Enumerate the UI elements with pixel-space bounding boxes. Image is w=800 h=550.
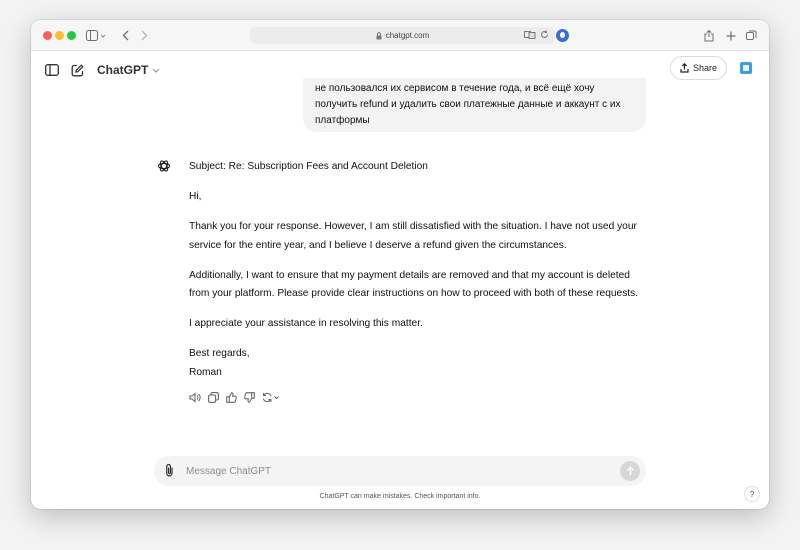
message-composer [154,456,646,486]
thumbs-up-icon[interactable] [226,392,237,403]
close-window-button[interactable] [43,31,52,40]
share-icon [680,63,689,73]
forward-icon[interactable] [139,27,149,44]
user-message-line: не пользовался их сервисом в течение года, и всё ещё хочу [315,83,595,94]
reload-icon[interactable] [540,30,549,41]
speaker-icon[interactable] [189,392,201,403]
model-selector[interactable] [97,61,160,79]
thumbs-down-icon[interactable] [244,392,255,403]
new-tab-icon[interactable] [725,27,737,44]
address-bar[interactable] [250,27,555,44]
share-button[interactable] [670,56,727,80]
email-paragraph [189,218,659,255]
openai-logo-icon [157,159,171,173]
email-line: service for the entire year, and I believe I deserve a refund given the circumstances. [189,239,567,251]
regenerate-icon[interactable] [262,392,281,403]
share-label: Share [692,63,718,73]
address-bar-actions [524,29,549,42]
email-subject: Subject: Re: Subscription Fees and Account Deletion [189,161,428,172]
user-message-line: платформы [315,115,370,126]
email-closing: Best regards, [189,348,250,359]
new-chat-icon[interactable] [68,61,86,79]
arrow-up-icon [626,466,635,476]
disclaimer-text: ChatGPT can make mistakes. Check important info. [319,493,481,500]
browser-window [31,20,769,509]
tab-overview-icon[interactable] [745,27,757,44]
copy-icon[interactable] [208,392,219,403]
help-button[interactable]: ? [744,486,760,502]
back-icon[interactable] [120,27,130,44]
lock-icon [376,32,382,40]
model-name: ChatGPT [97,63,149,77]
chevron-down-icon [152,68,160,73]
user-message-line: получить refund и удалить свои платежные данные и аккаунт с их [315,99,621,110]
minimize-window-button[interactable] [55,31,64,40]
paperclip-icon[interactable] [164,463,175,478]
share-page-icon[interactable] [703,27,715,44]
sidebar-toggle-icon[interactable] [43,61,61,79]
url-text: chatgpt.com [385,31,430,40]
message-actions [189,392,281,403]
extension-icon[interactable] [556,29,569,42]
browser-sidebar-icon[interactable] [85,27,107,44]
email-signoff [189,345,659,382]
email-paragraph: I appreciate your assistance in resolving this matter. [189,318,423,329]
assistant-message [189,158,659,382]
email-line: Additionally, I want to ensure that my payment details are removed and that my account is deleted [189,269,630,281]
send-button[interactable] [620,461,640,481]
email-line: from your platform. Please provide clear instructions on how to proceed with both of these requests. [189,288,639,299]
browser-toolbar [31,20,769,51]
maximize-window-button[interactable] [67,31,76,40]
email-line: Thank you for your response. However, I am still dissatisfied with the situation. I have not used your [189,221,637,232]
message-input[interactable] [186,462,606,480]
email-paragraph [189,267,659,304]
email-signature: Roman [189,366,222,378]
user-message-bubble [303,78,646,132]
translate-icon[interactable] [524,31,536,41]
avatar[interactable] [740,62,752,74]
email-greeting: Hi, [189,191,202,202]
